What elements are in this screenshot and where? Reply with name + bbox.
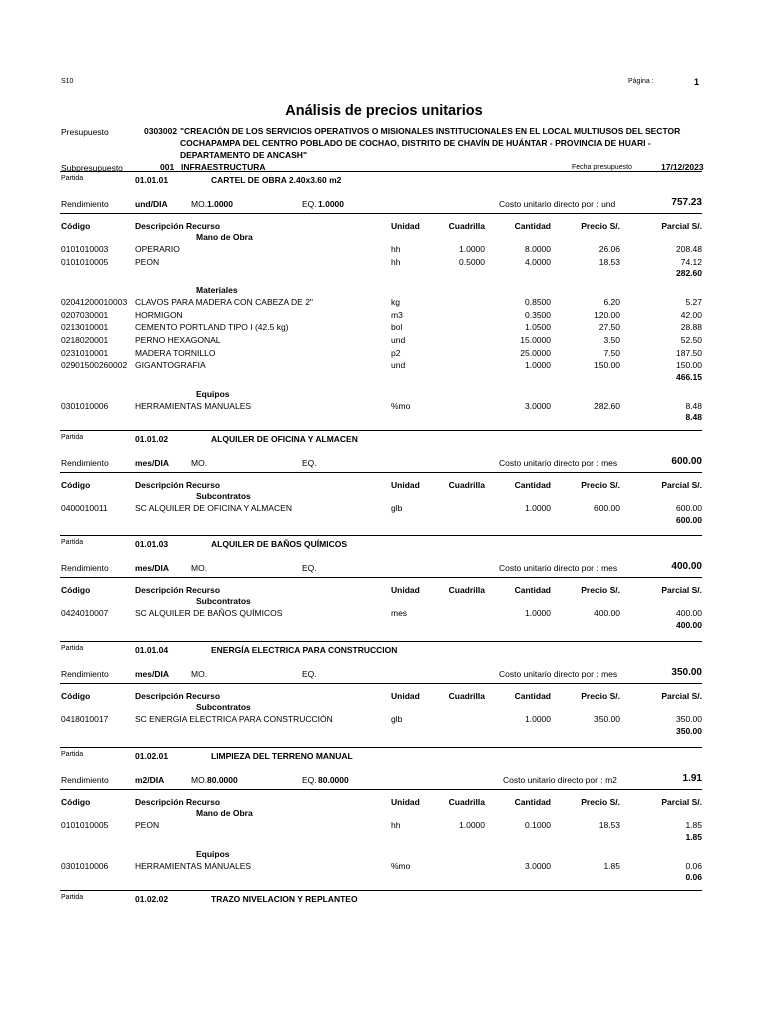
col-parcial: Parcial S/.	[661, 480, 702, 490]
partida-code: 01.01.01	[135, 175, 169, 185]
item-description: CLAVOS PARA MADERA CON CABEZA DE 2"	[135, 297, 313, 308]
costo-unit: und	[601, 199, 616, 209]
item-precio: 1.85	[603, 860, 620, 871]
costo-unit: mes	[601, 563, 618, 573]
item-unit: glb	[391, 503, 403, 513]
group-subtotal: 350.00	[676, 725, 702, 736]
item-parcial: 0.06	[685, 860, 702, 871]
item-parcial: 600.00	[676, 503, 702, 513]
item-code: 0424010007	[61, 608, 109, 618]
col-cuadrilla: Cuadrilla	[448, 221, 485, 231]
partida-name: ALQUILER DE BAÑOS QUÍMICOS	[211, 539, 348, 549]
item-description: HERRAMIENTAS MANUALES	[135, 400, 252, 411]
costo-unit: m2	[605, 775, 617, 785]
item-precio: 350.00	[594, 714, 620, 724]
eq-value: 1.0000	[318, 199, 344, 209]
rendimiento-unit: m2/DIA	[135, 775, 165, 785]
col-codigo: Código	[61, 797, 91, 807]
partida-total: 400.00	[671, 561, 702, 572]
group-name: Subcontratos	[196, 702, 251, 712]
item-parcial: 28.88	[680, 322, 702, 333]
mo-label: MO.	[191, 669, 208, 679]
item-description: HERRAMIENTAS MANUALES	[135, 860, 252, 871]
item-precio: 282.60	[594, 400, 620, 411]
col-cantidad: Cantidad	[514, 797, 551, 807]
col-parcial: Parcial S/.	[661, 797, 702, 807]
partida-divider	[60, 535, 702, 536]
item-code: 02041200010003	[61, 297, 128, 308]
page-label: Página :	[628, 78, 654, 85]
item-precio: 600.00	[594, 503, 620, 513]
partida-divider	[60, 747, 702, 748]
col-descripcion: Descripción Recurso	[135, 585, 221, 595]
rendimiento-divider	[60, 472, 702, 473]
item-unit: und	[391, 335, 406, 345]
item-description: SC ALQUILER DE OFICINA Y ALMACEN	[135, 503, 292, 513]
item-description: SC ALQUILER DE BAÑOS QUÍMICOS	[135, 608, 283, 618]
item-cantidad: 15.0000	[520, 335, 551, 345]
col-unidad: Unidad	[391, 797, 420, 807]
item-unit: glb	[391, 714, 403, 724]
partida-name: CARTEL DE OBRA 2.40x3.60 m2	[211, 175, 342, 185]
item-cantidad: 8.0000	[525, 244, 551, 254]
partida-divider	[60, 890, 702, 891]
partida-name: TRAZO NIVELACION Y REPLANTEO	[211, 894, 358, 904]
mo-label: MO.	[191, 199, 208, 209]
presupuesto-line-2: COCHAPAMPA DEL CENTRO POBLADO DE COCHAO, DISTRITO DE CHAVÍN DE HUÁNTAR - PROVINCIA DE HUARI -	[180, 138, 651, 148]
partida-divider	[60, 430, 702, 431]
partida-name: ENERGÍA ELECTRICA PARA CONSTRUCCION	[211, 645, 398, 655]
group-subtotal: 0.06	[685, 872, 702, 883]
item-code: 0101010005	[61, 820, 109, 830]
item-unit: m3	[391, 309, 403, 320]
item-parcial: 5.27	[685, 297, 702, 308]
costo-text: Costo unitario directo por :	[499, 199, 599, 209]
partida-name: ALQUILER DE OFICINA Y ALMACEN	[211, 434, 358, 444]
item-description: MADERA TORNILLO	[135, 347, 216, 358]
group-name: Materiales	[196, 285, 238, 296]
presupuesto-line-1: "CREACIÓN DE LOS SERVICIOS OPERATIVOS O MISIONALES INSTITUCIONALES EN EL LOCAL MULTIUSOS DEL SECTOR	[180, 126, 681, 136]
group-name: Equipos	[196, 388, 230, 399]
col-parcial: Parcial S/.	[661, 221, 702, 231]
group-subtotal: 8.48	[685, 412, 702, 423]
item-code: 02901500260002	[61, 360, 128, 371]
item-description: PERNO HEXAGONAL	[135, 335, 221, 345]
col-unidad: Unidad	[391, 585, 420, 595]
item-cantidad: 1.0500	[525, 322, 551, 333]
col-descripcion: Descripción Recurso	[135, 221, 221, 231]
item-parcial: 350.00	[676, 714, 702, 724]
partida-label: Partida	[61, 645, 84, 652]
page-title: Análisis de precios unitarios	[285, 103, 483, 119]
col-descripcion: Descripción Recurso	[135, 797, 221, 807]
item-unit: %mo	[391, 860, 411, 871]
rendimiento-unit: mes/DIA	[135, 563, 170, 573]
partida-label: Partida	[61, 434, 84, 441]
col-codigo: Código	[61, 691, 91, 701]
col-cuadrilla: Cuadrilla	[448, 797, 485, 807]
item-unit: hh	[391, 820, 401, 830]
item-cantidad: 0.1000	[525, 820, 551, 830]
item-code: 0400010011	[61, 503, 108, 513]
presupuesto-label: Presupuesto	[61, 127, 109, 137]
eq-label: EQ.	[302, 669, 317, 679]
item-precio: 3.50	[603, 335, 620, 345]
col-cantidad: Cantidad	[514, 480, 551, 490]
col-parcial: Parcial S/.	[661, 585, 702, 595]
item-parcial: 187.50	[676, 347, 702, 358]
col-unidad: Unidad	[391, 480, 420, 490]
item-unit: %mo	[391, 400, 411, 411]
mo-label: MO.	[191, 458, 208, 468]
item-precio: 120.00	[594, 309, 620, 320]
partida-name: LIMPIEZA DEL TERRENO MANUAL	[211, 751, 353, 761]
partida-label: Partida	[61, 175, 84, 182]
page-number: 1	[694, 77, 700, 87]
col-codigo: Código	[61, 221, 91, 231]
item-code: 0301010006	[61, 400, 109, 411]
item-precio: 400.00	[594, 608, 620, 618]
col-codigo: Código	[61, 480, 91, 490]
item-description: SC ENERGIA ELECTRICA PARA CONSTRUCCIÓN	[135, 714, 333, 724]
subpresupuesto-name: INFRAESTRUCTURA	[181, 162, 266, 172]
partida-label: Partida	[61, 539, 84, 546]
item-unit: hh	[391, 244, 401, 254]
item-cantidad: 0.3500	[525, 309, 551, 320]
presupuesto-line-3: DEPARTAMENTO DE ANCASH"	[180, 150, 307, 160]
item-code: 0101010003	[61, 244, 109, 254]
costo-text: Costo unitario directo por :	[503, 775, 603, 785]
item-precio: 150.00	[594, 360, 620, 371]
col-precio: Precio S/.	[581, 797, 620, 807]
group-name: Subcontratos	[196, 491, 251, 501]
rendimiento-divider	[60, 213, 702, 214]
partida-code: 01.01.03	[135, 539, 169, 549]
item-parcial: 8.48	[685, 400, 702, 411]
mo-label: MO.	[191, 563, 208, 573]
partida-total: 350.00	[671, 667, 702, 678]
item-description: PEON	[135, 820, 160, 830]
col-unidad: Unidad	[391, 221, 420, 231]
item-code: 0207030001	[61, 309, 109, 320]
rendimiento-label: Rendimiento	[61, 563, 109, 573]
col-cuadrilla: Cuadrilla	[448, 585, 485, 595]
partida-total: 600.00	[671, 456, 702, 467]
item-code: 0301010006	[61, 860, 109, 871]
partida-divider	[60, 641, 702, 642]
col-descripcion: Descripción Recurso	[135, 691, 221, 701]
item-cuadrilla: 0.5000	[459, 256, 485, 267]
rendimiento-divider	[60, 683, 702, 684]
item-cantidad: 0.8500	[525, 297, 551, 308]
costo-text: Costo unitario directo por :	[499, 458, 599, 468]
group-name: Subcontratos	[196, 596, 251, 606]
item-description: PEON	[135, 256, 160, 267]
item-code: 0231010001	[61, 347, 109, 358]
item-cantidad: 4.0000	[525, 256, 551, 267]
item-parcial: 1.85	[685, 820, 702, 830]
eq-label: EQ.	[302, 775, 317, 785]
group-subtotal: 1.85	[685, 831, 702, 842]
fecha-value: 17/12/2023	[661, 162, 704, 172]
mo-label: MO.	[191, 775, 208, 785]
item-unit: mes	[391, 608, 408, 618]
group-name: Equipos	[196, 848, 230, 859]
col-precio: Precio S/.	[581, 221, 620, 231]
item-unit: und	[391, 360, 406, 371]
costo-text: Costo unitario directo por :	[499, 669, 599, 679]
col-cantidad: Cantidad	[514, 585, 551, 595]
item-description: OPERARIO	[135, 244, 180, 254]
mo-value: 1.0000	[207, 199, 233, 209]
group-name: Mano de Obra	[196, 232, 253, 242]
item-parcial: 52.50	[680, 335, 702, 345]
item-precio: 27.50	[598, 322, 620, 333]
group-subtotal: 466.15	[676, 371, 702, 382]
item-unit: p2	[391, 347, 401, 358]
mo-value: 80.0000	[207, 775, 238, 785]
group-subtotal: 600.00	[676, 514, 702, 525]
col-parcial: Parcial S/.	[661, 691, 702, 701]
rendimiento-unit: mes/DIA	[135, 669, 170, 679]
item-cuadrilla: 1.0000	[459, 820, 485, 830]
subpresupuesto-label: Subpresupuesto	[61, 163, 123, 173]
item-precio: 18.53	[598, 820, 620, 830]
eq-value: 80.0000	[318, 775, 349, 785]
item-cantidad: 25.0000	[520, 347, 551, 358]
col-precio: Precio S/.	[581, 480, 620, 490]
presupuesto-code: 0303002	[144, 126, 178, 136]
item-description: GIGANTOGRAFIA	[135, 360, 206, 371]
eq-label: EQ.	[302, 458, 317, 468]
item-code: 0418010017	[61, 714, 109, 724]
item-code: 0213010001	[61, 322, 109, 333]
item-unit: hh	[391, 256, 401, 267]
partida-total: 1.91	[682, 773, 702, 784]
item-cantidad: 3.0000	[525, 400, 551, 411]
rendimiento-unit: mes/DIA	[135, 458, 170, 468]
report-code: S10	[61, 78, 74, 85]
costo-unit: mes	[601, 458, 618, 468]
col-descripcion: Descripción Recurso	[135, 480, 221, 490]
partida-label: Partida	[61, 751, 84, 758]
col-cuadrilla: Cuadrilla	[448, 480, 485, 490]
item-cantidad: 1.0000	[525, 714, 551, 724]
item-unit: bol	[391, 322, 403, 333]
rendimiento-label: Rendimiento	[61, 775, 109, 785]
col-precio: Precio S/.	[581, 691, 620, 701]
costo-text: Costo unitario directo por :	[499, 563, 599, 573]
col-cantidad: Cantidad	[514, 691, 551, 701]
item-precio: 18.53	[598, 256, 620, 267]
item-description: HORMIGON	[135, 309, 183, 320]
item-parcial: 150.00	[676, 360, 702, 371]
item-unit: kg	[391, 297, 400, 308]
item-cantidad: 3.0000	[525, 860, 551, 871]
item-cantidad: 1.0000	[525, 503, 551, 513]
costo-unit: mes	[601, 669, 618, 679]
col-precio: Precio S/.	[581, 585, 620, 595]
subpresupuesto-code: 001	[160, 162, 175, 172]
rendimiento-label: Rendimiento	[61, 669, 109, 679]
item-precio: 6.20	[603, 297, 620, 308]
partida-divider	[60, 171, 702, 172]
col-codigo: Código	[61, 585, 91, 595]
item-precio: 7.50	[603, 347, 620, 358]
item-cantidad: 1.0000	[525, 608, 551, 618]
group-subtotal: 282.60	[676, 268, 702, 279]
rendimiento-divider	[60, 577, 702, 578]
col-unidad: Unidad	[391, 691, 420, 701]
item-code: 0101010005	[61, 256, 109, 267]
col-cantidad: Cantidad	[514, 221, 551, 231]
item-cantidad: 1.0000	[525, 360, 551, 371]
group-subtotal: 400.00	[676, 619, 702, 630]
item-parcial: 42.00	[680, 309, 702, 320]
rendimiento-divider	[60, 789, 702, 790]
eq-label: EQ.	[302, 563, 317, 573]
rendimiento-label: Rendimiento	[61, 458, 109, 468]
item-precio: 26.06	[598, 244, 620, 254]
item-parcial: 208.48	[676, 244, 702, 254]
item-parcial: 400.00	[676, 608, 702, 618]
partida-label: Partida	[61, 894, 84, 901]
partida-code: 01.02.02	[135, 894, 169, 904]
item-cuadrilla: 1.0000	[459, 244, 485, 254]
eq-label: EQ.	[302, 199, 317, 209]
item-parcial: 74.12	[680, 256, 702, 267]
item-description: CEMENTO PORTLAND TIPO I (42.5 kg)	[135, 322, 289, 333]
item-code: 0218020001	[61, 335, 109, 345]
fecha-label: Fecha presupuesto	[572, 164, 632, 171]
partida-code: 01.02.01	[135, 751, 169, 761]
partida-code: 01.01.02	[135, 434, 169, 444]
group-name: Mano de Obra	[196, 808, 253, 818]
partida-code: 01.01.04	[135, 645, 169, 655]
rendimiento-unit: und/DIA	[135, 199, 168, 209]
rendimiento-label: Rendimiento	[61, 199, 109, 209]
partida-total: 757.23	[671, 197, 702, 208]
col-cuadrilla: Cuadrilla	[448, 691, 485, 701]
